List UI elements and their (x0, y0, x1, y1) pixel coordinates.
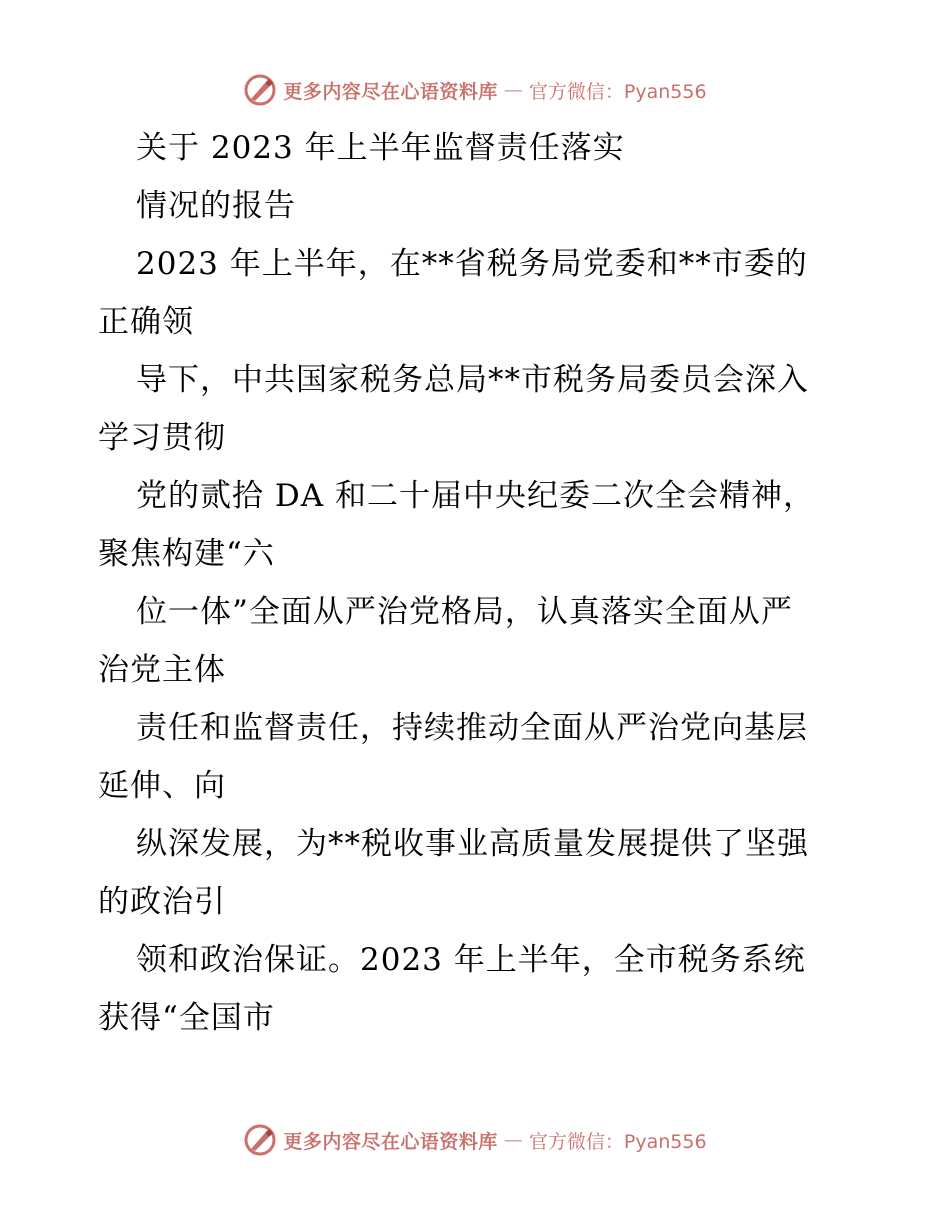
body-line: 责任和监督责任，持续推动全面从严治党向基层 (136, 710, 808, 746)
footer-banner-dash: — (503, 1129, 523, 1151)
body-line: 领和政治保证。2023 年上半年，全市税务系统 (136, 942, 806, 978)
header-banner (243, 73, 706, 107)
header-contact: 官方微信：Pyan556 (528, 80, 707, 103)
header-banner-text: 更多内容尽在心语资料库 (283, 80, 498, 103)
body-line: 学习贯彻 (98, 420, 226, 456)
pen-logo-icon (243, 1123, 277, 1157)
pen-logo-icon (243, 73, 277, 107)
body-line: 获得“全国市 (98, 1000, 275, 1036)
body-line: 党的贰拾 DA 和二十届中央纪委二次全会精神， (136, 478, 815, 514)
header-banner-dash: — (503, 79, 523, 101)
body-line: 延伸、向 (98, 768, 226, 804)
footer-banner (243, 1123, 706, 1157)
body-line: 的政治引 (98, 884, 226, 920)
footer-banner-text: 更多内容尽在心语资料库 (283, 1130, 498, 1153)
page-header (0, 70, 950, 110)
body-line: 治党主体 (98, 652, 226, 688)
body-line: 正确领 (98, 304, 194, 340)
body-line: 聚焦构建“六 (98, 536, 275, 572)
body-line: 纵深发展，为**税收事业高质量发展提供了坚强 (136, 826, 809, 862)
body-line: 位一体”全面从严治党格局，认真落实全面从严 (136, 594, 793, 630)
body-line: 导下，中共国家税务总局**市税务局委员会深入 (136, 362, 809, 398)
body-line: 2023 年上半年，在**省税务局党委和**市委的 (136, 246, 808, 282)
document-title-line-1: 关于 2023 年上半年监督责任落实 (136, 130, 625, 166)
page-footer (0, 1120, 950, 1160)
document-title-line-2: 情况的报告 (136, 188, 296, 224)
footer-contact: 官方微信：Pyan556 (528, 1130, 707, 1153)
